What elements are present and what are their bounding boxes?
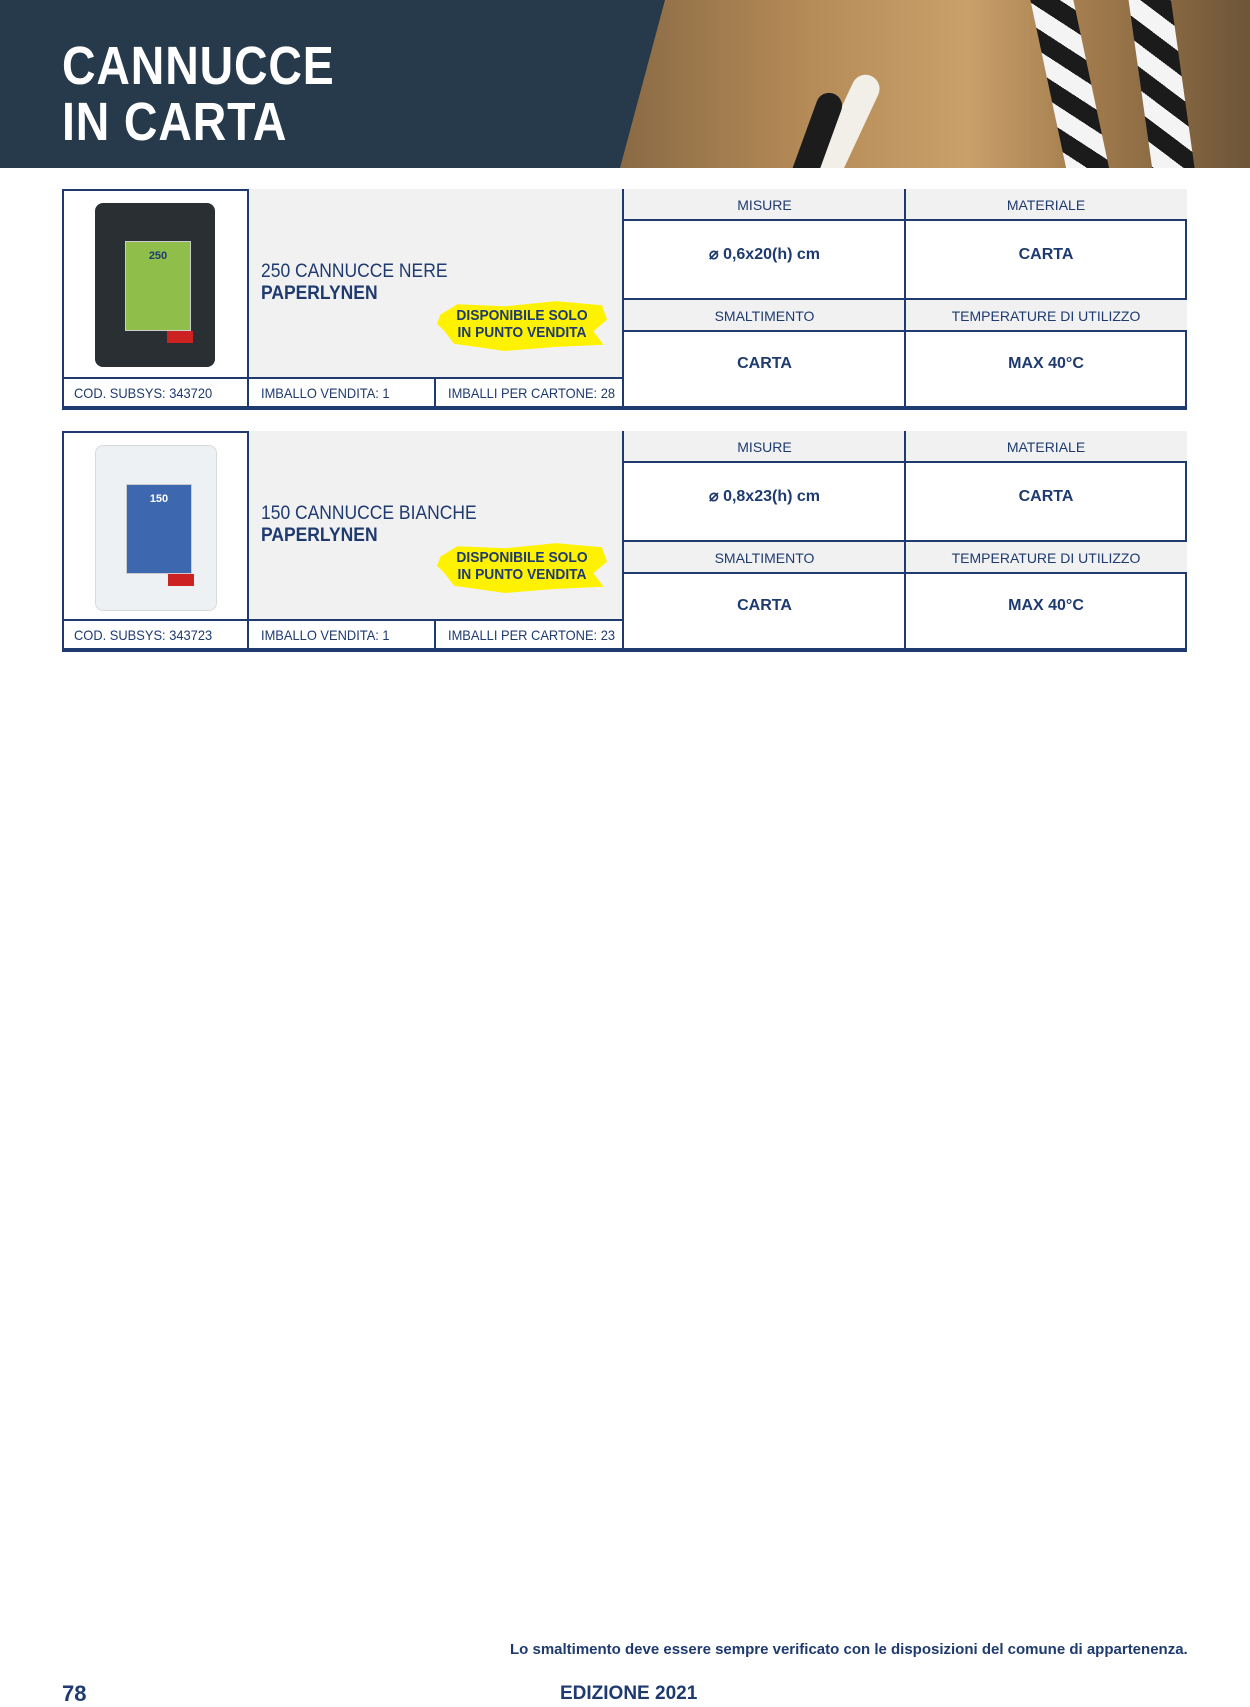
package-tag: [168, 574, 194, 586]
pack-sale-text: IMBALLO VENDITA: 1: [261, 385, 390, 401]
product-brand: PAPERLYNEN: [261, 283, 378, 304]
product-image-cell: [62, 431, 249, 619]
spec-misure: ⌀ 0,6x20(h) cm: [708, 246, 820, 263]
straw-decoration: [1125, 0, 1197, 168]
availability-badge: [437, 541, 607, 593]
package-label: [125, 241, 191, 331]
pack-carton-text: IMBALLI PER CARTONE: 23: [448, 627, 616, 643]
title-line-1: CANNUCCE: [62, 36, 335, 96]
product-name: 150 CANNUCCE BIANCHE: [261, 503, 477, 524]
package-label: [126, 484, 192, 574]
spec-header-misure: MISURE: [624, 431, 905, 463]
page-header: [0, 0, 1250, 168]
product-code-text: COD. SUBSYS: 343723: [74, 627, 213, 643]
spec-column-divider: [904, 431, 906, 649]
spec-header-misure: MISURE: [624, 189, 905, 221]
product-name: 250 CANNUCCE NERE: [261, 261, 448, 282]
product-code-text: COD. SUBSYS: 343720: [74, 385, 213, 401]
product-code: [62, 379, 249, 407]
spec-column-divider: [904, 189, 906, 407]
straw-decoration: [1028, 0, 1115, 168]
product-name-cell: [249, 431, 624, 619]
package-tag: [167, 331, 193, 343]
badge-text: [444, 307, 600, 341]
spec-header-smaltimento: SMALTIMENTO: [624, 542, 905, 574]
title-line-2: IN CARTA: [62, 92, 288, 152]
badge-line-2: IN PUNTO VENDITA: [457, 324, 587, 341]
package-count: 250: [148, 250, 168, 262]
spec-temperature: MAX 40°C: [1008, 355, 1084, 372]
product-image-cell: [62, 189, 249, 377]
spec-misure: ⌀ 0,8x23(h) cm: [708, 488, 820, 505]
badge-line-1: DISPONIBILE SOLO: [456, 549, 588, 566]
product-bottom-rule: [62, 406, 1187, 410]
product-card: [62, 189, 1187, 411]
pack-carton: [436, 379, 624, 407]
spec-smaltimento: CARTA: [737, 597, 792, 614]
product-bottom-rule: [62, 648, 1187, 652]
spec-temperature: MAX 40°C: [1008, 597, 1084, 614]
pack-sale: [249, 621, 436, 649]
product-brand: PAPERLYNEN: [261, 525, 378, 546]
product-specs: [624, 431, 1187, 649]
product-code: [62, 621, 249, 649]
product-package-image: [95, 203, 215, 367]
spec-header-materiale: MATERIALE: [905, 189, 1187, 221]
pack-carton-text: IMBALLI PER CARTONE: 28: [448, 385, 616, 401]
product-info-row: [62, 377, 624, 407]
spec-header-materiale: MATERIALE: [905, 431, 1187, 463]
pack-sale-text: IMBALLO VENDITA: 1: [261, 627, 390, 643]
pack-sale: [249, 379, 436, 407]
edition-label: EDIZIONE 2021: [560, 1683, 698, 1704]
page-number: 78: [62, 1681, 87, 1706]
product-name-cell: [249, 189, 624, 377]
badge-line-2: IN PUNTO VENDITA: [457, 566, 587, 583]
badge-text: [444, 549, 600, 583]
spec-materiale: CARTA: [1018, 488, 1074, 505]
page-title: [62, 38, 335, 150]
disposal-note: Lo smaltimento deve essere sempre verificato con le disposizioni del comune di appartenenza.: [510, 1641, 1188, 1658]
header-photo: [620, 0, 1250, 168]
spec-materiale: CARTA: [1018, 246, 1074, 263]
pack-carton: [436, 621, 624, 649]
product-specs: [624, 189, 1187, 407]
spec-header-temperature: TEMPERATURE DI UTILIZZO: [905, 300, 1187, 332]
product-package-image: [95, 445, 217, 611]
spec-smaltimento: CARTA: [737, 355, 792, 372]
availability-badge: [437, 299, 607, 351]
product-info-row: [62, 619, 624, 649]
spec-header-smaltimento: SMALTIMENTO: [624, 300, 905, 332]
product-card: [62, 431, 1187, 653]
spec-header-temperature: TEMPERATURE DI UTILIZZO: [905, 542, 1187, 574]
package-count: 150: [149, 493, 169, 505]
badge-line-1: DISPONIBILE SOLO: [456, 307, 588, 324]
